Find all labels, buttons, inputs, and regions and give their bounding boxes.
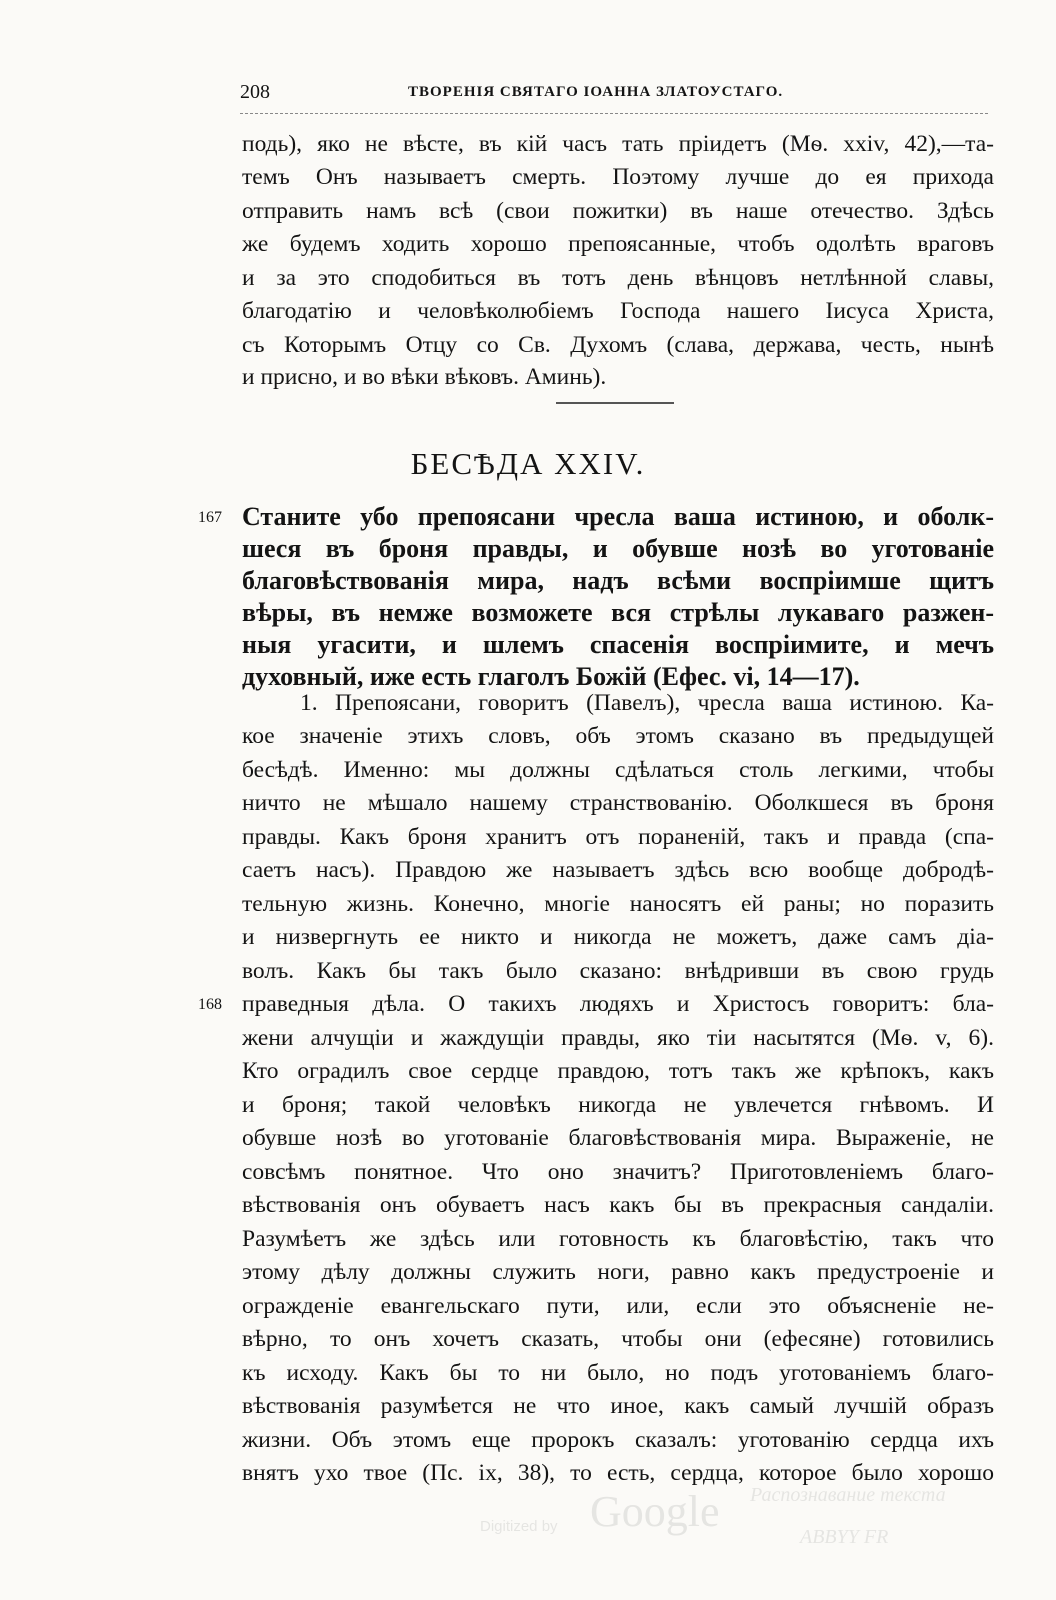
watermark-ocr-line-1: Распознавание текста: [750, 1484, 946, 1506]
page-number: 208: [240, 81, 270, 103]
epigraph-line: Станите убо препоясани чресла ваша истиною, и оболк-: [242, 502, 994, 531]
margin-note: 168: [198, 996, 222, 1013]
text-line: вѣствованія онъ обуваетъ насъ какъ бы въ прекрасныя сандаліи.: [242, 1192, 994, 1218]
text-line: вѣрно, то онъ хочетъ сказать, чтобы они (ефесяне) готовились: [242, 1326, 994, 1352]
text-line: жизни. Объ этомъ еще пророкъ сказалъ: уготованію сердца ихъ: [242, 1427, 994, 1453]
epigraph-line: шеся въ броня правды, и обувше нозѣ во уготованіе: [242, 534, 994, 563]
watermark-google-logo: Google: [590, 1487, 720, 1536]
text-line: этому дѣлу должны служить ноги, равно какъ предустроеніе и: [242, 1259, 994, 1285]
text-line: и за это сподобиться въ тотъ день вѣнцовъ нетлѣнной славы,: [242, 265, 994, 291]
text-line: саетъ насъ). Правдою же называетъ здѣсь всю вообще добродѣ-: [242, 857, 994, 883]
epigraph-line: благовѣствованія мира, надъ всѣми воспріимше щитъ: [242, 566, 994, 595]
text-line: волъ. Какъ бы такъ было сказано: внѣдривши въ свою грудь: [242, 958, 994, 984]
text-line: темъ Онъ называетъ смерть. Поэтому лучше до ея прихода: [242, 164, 994, 190]
text-line: отправить намъ всѣ (свои пожитки) въ наше отечество. Здѣсь: [242, 198, 994, 224]
text-line: бесѣдѣ. Именно: мы должны сдѣлаться столь легкими, чтобы: [242, 757, 994, 783]
homily-title: БЕСѢДА XXIV.: [410, 446, 646, 481]
text-line: къ исходу. Какъ бы то ни было, но подъ уготованіемъ благо-: [242, 1360, 994, 1386]
text-line: праведныя дѣла. О такихъ людяхъ и Христосъ говоритъ: бла-: [242, 991, 994, 1017]
text-line: кое значеніе этихъ словъ, объ этомъ сказано въ предыдущей: [242, 723, 994, 749]
text-line: ничто не мѣшало нашему странствованію. Оболкшеся въ броня: [242, 790, 994, 816]
section-separator: [556, 402, 674, 404]
text-line: и низвергнуть ее никто и никогда не можетъ, даже самъ діа-: [242, 924, 994, 950]
watermark-ocr-line-2: ABBYY FR: [800, 1526, 889, 1548]
running-head: ТВОРЕНІЯ СВЯТАГО ІОАННА ЗЛАТОУСТАГО.: [408, 84, 784, 100]
text-line: Кто оградилъ свое сердце правдою, тотъ такъ же крѣпокъ, какъ: [242, 1058, 994, 1084]
epigraph-line: ныя угасити, и шлемъ спасенія воспріимите, и мечъ: [242, 630, 994, 659]
epigraph-line: духовный, иже есть глаголъ Божій (Ефес. vi, 14—17).: [242, 662, 860, 691]
text-line: огражденіе евангельскаго пути, или, если это объясненіе не-: [242, 1293, 994, 1319]
text-line: вѣствованія разумѣется не что иное, какъ самый лучшій образъ: [242, 1393, 994, 1419]
epigraph-line: вѣры, въ немже возможете вся стрѣлы лукаваго разжен-: [242, 598, 994, 627]
text-line: обувше нозѣ во уготованіе благовѣствованія мира. Выраженіе, не: [242, 1125, 994, 1151]
text-line: Разумѣетъ же здѣсь или готовность къ благовѣстію, такъ что: [242, 1226, 994, 1252]
text-line: тельную жизнь. Конечно, многіе наносятъ ей раны; но поразить: [242, 891, 994, 917]
text-line: и броня; такой человѣкъ никогда не увлечется гнѣвомъ. И: [242, 1092, 994, 1118]
text-line: правды. Какъ броня хранитъ отъ пораненій, такъ и правда (спа-: [242, 824, 994, 850]
digitization-watermark: [480, 1478, 1000, 1568]
text-line: съ Которымъ Отцу со Св. Духомъ (слава, держава, честь, нынѣ: [242, 332, 994, 358]
text-line: совсѣмъ понятное. Что оно значитъ? Приготовленіемъ благо-: [242, 1159, 994, 1185]
text-line: и присно, и во вѣки вѣковъ. Аминь).: [242, 364, 607, 390]
running-header: [240, 81, 988, 109]
text-line: подь), яко не вѣсте, въ кій часъ тать пріидетъ (Мѳ. xxiv, 42),—та-: [242, 131, 994, 157]
text-line: же будемъ ходить хорошо препоясанные, чтобъ одолѣть враговъ: [242, 231, 994, 257]
text-line: благодатію и человѣколюбіемъ Господа нашего Іисуса Христа,: [242, 298, 994, 324]
text-line: жени алчущіи и жаждущіи правды, яко тіи насытятся (Мѳ. v, 6).: [242, 1025, 994, 1051]
margin-note: 167: [198, 509, 222, 526]
text-line: 1. Препоясани, говоритъ (Павелъ), чресла ваша истиною. Ка-: [300, 690, 994, 716]
watermark-digitized: Digitized by: [480, 1518, 558, 1535]
text-line: внятъ ухо твое (Пс. ix, 38), то есть, сердца, которое было хорошо: [242, 1460, 994, 1486]
header-rule: [240, 113, 988, 114]
